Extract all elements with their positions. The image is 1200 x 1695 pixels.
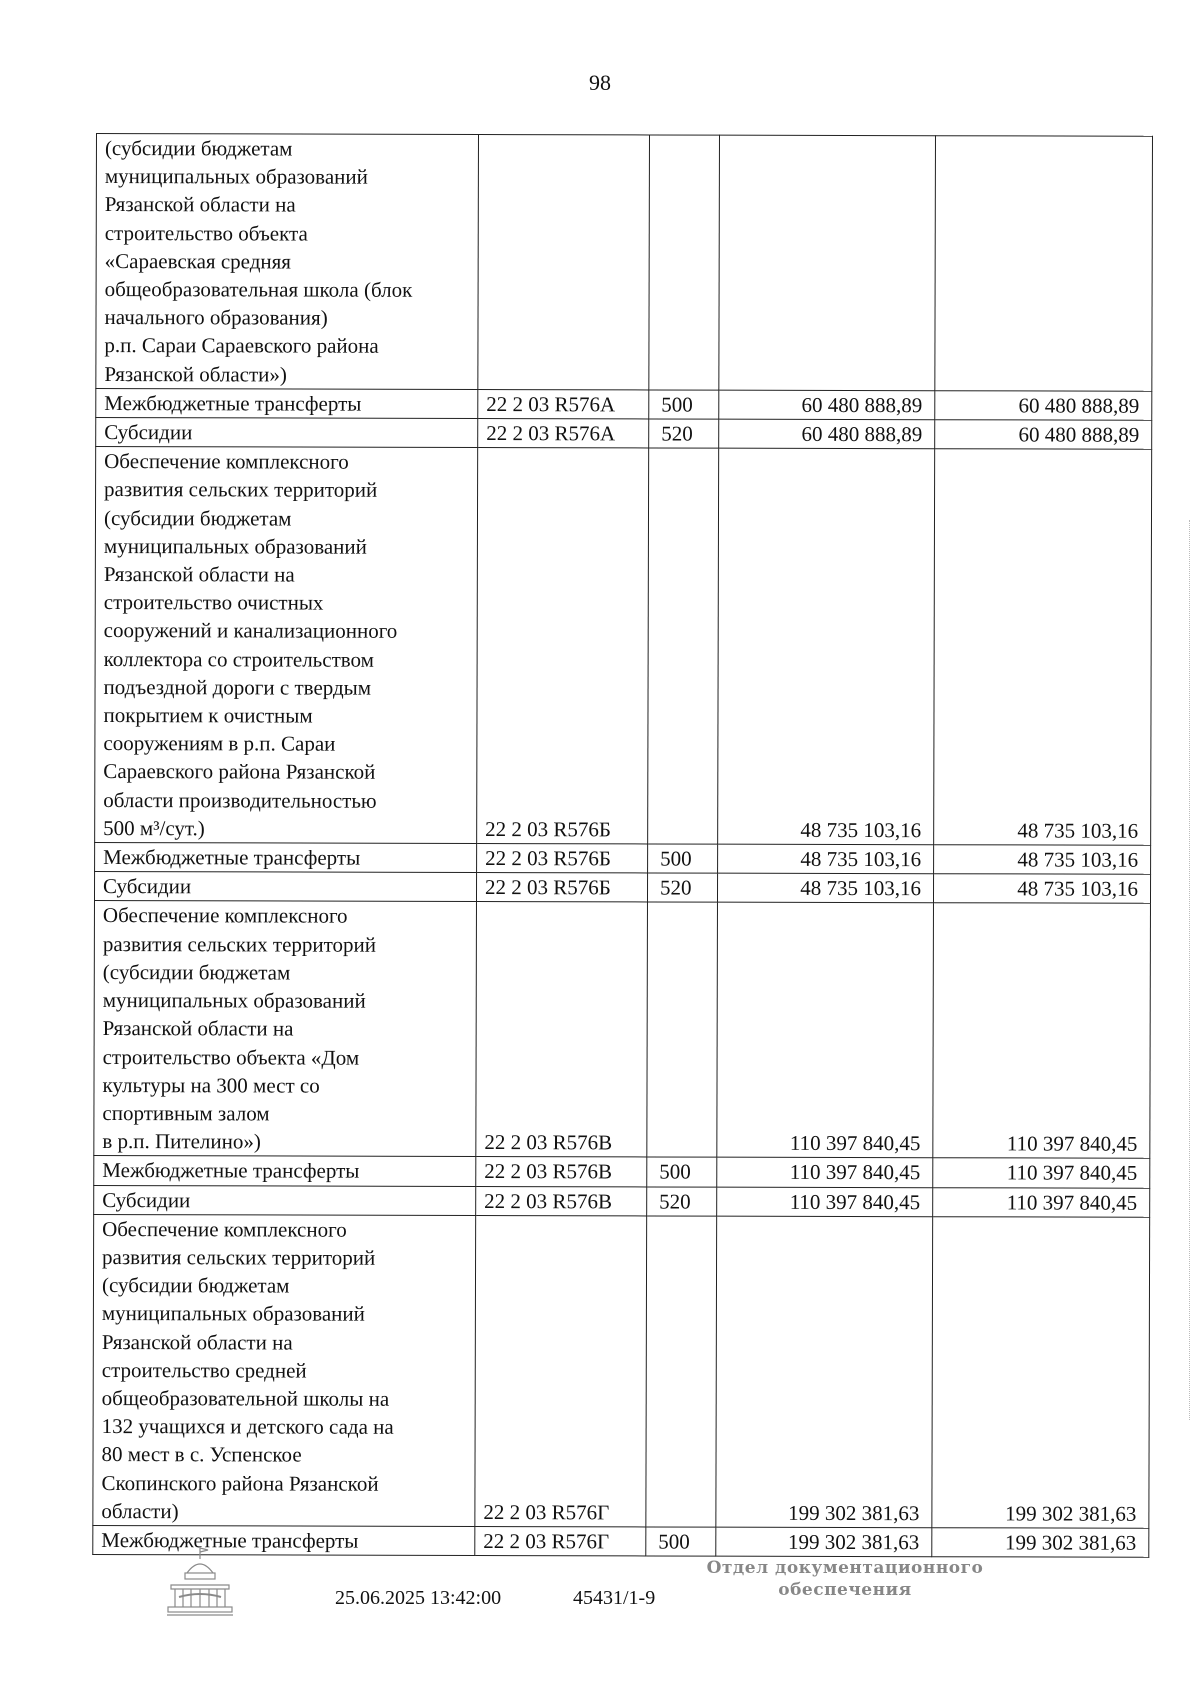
row-expense-type: 520 [647, 873, 717, 902]
table-row [96, 134, 1153, 392]
row-name: (субсидии бюджетам муниципальных образований Рязанской области на строительство объекта «Сараевская средняя общеобразовательная школа (блок начального образования) р.п. Сараи Сараевского района Рязанской области») [96, 134, 479, 390]
row-code: 22 2 03 R576Б [476, 873, 647, 903]
row-expense-type: 500 [648, 844, 718, 873]
page-number: 98 [589, 70, 611, 95]
row-name: Субсидии [94, 872, 476, 902]
row-sum-1: 48 735 103,16 [718, 448, 935, 844]
row-code: 22 2 03 R576В [476, 902, 648, 1157]
table-row [95, 843, 1151, 875]
row-sum-2: 110 397 840,45 [933, 1158, 1150, 1188]
row-code: 22 2 03 R576В [476, 1186, 647, 1216]
row-sum-1: 110 397 840,45 [717, 903, 934, 1158]
row-expense-type: 520 [649, 419, 719, 448]
row-code: 22 2 03 R576Г [475, 1526, 646, 1556]
table-row [96, 418, 1152, 450]
row-expense-type: 500 [646, 1527, 716, 1556]
table-row [96, 388, 1152, 420]
duma-building-logo-icon [165, 1545, 235, 1620]
row-code: 22 2 03 R576Г [475, 1215, 647, 1527]
row-expense-type: 520 [647, 1186, 717, 1215]
row-code [478, 135, 650, 390]
budget-table [92, 133, 1153, 1558]
table-row [94, 872, 1150, 904]
document-datetime: 25.06.2025 13:42:00 [335, 1587, 502, 1609]
table-row [93, 1214, 1150, 1528]
row-sum-2: 199 302 381,63 [932, 1528, 1149, 1558]
row-expense-type [648, 448, 719, 844]
row-sum-2: 60 480 888,89 [935, 420, 1152, 450]
row-name: Межбюджетные трансферты [94, 1156, 476, 1186]
row-name: Обеспечение комплексного развития сельских территорий (субсидии бюджетам муниципальных образований Рязанской области на строительство объекта «Дом культуры на 300 мест со спортивным залом в р.п. Пителино») [94, 901, 477, 1157]
row-sum-1: 199 302 381,63 [716, 1527, 932, 1557]
row-name: Обеспечение комплексного развития сельских территорий (субсидии бюджетам муниципальных образований Рязанской области на строительство очистных сооружений и канализационного коллектора со строительством подъездной дороги с твердым покрытием к очистным сооружениям в р.п. Сараи Сараевского района Рязанской области производительностью 500 м³/сут.) [95, 447, 478, 844]
row-code: 22 2 03 R576Б [477, 844, 648, 874]
row-name: Межбюджетные трансферты [96, 388, 478, 418]
row-code: 22 2 03 R576А [478, 419, 649, 449]
row-name: Обеспечение комплексного развития сельских территорий (субсидии бюджетам муниципальных образований Рязанской области на строительство средней общеобразовательной школы на 132 учащихся и детского сада на 80 мест в с. Успенское Скопинского района Рязанской области) [93, 1214, 476, 1526]
table-row [94, 1185, 1150, 1217]
row-sum-1: 48 735 103,16 [717, 873, 933, 903]
row-sum-2: 60 480 888,89 [935, 391, 1152, 421]
row-code: 22 2 03 R576В [476, 1157, 647, 1187]
row-code: 22 2 03 R576Б [477, 448, 649, 844]
row-name: Субсидии [96, 418, 478, 448]
row-sum-2: 48 735 103,16 [934, 449, 1152, 845]
stamp-line-2: обеспечения [778, 1580, 912, 1600]
row-sum-1: 110 397 840,45 [717, 1157, 933, 1187]
table-row [94, 1156, 1150, 1188]
row-sum-1: 48 735 103,16 [718, 844, 934, 874]
row-sum-2: 48 735 103,16 [934, 845, 1151, 875]
row-sum-2: 199 302 381,63 [932, 1216, 1150, 1528]
row-expense-type: 500 [649, 390, 719, 419]
row-expense-type [647, 902, 718, 1157]
row-sum-1 [719, 135, 936, 390]
row-sum-2: 110 397 840,45 [933, 1187, 1150, 1217]
row-sum-1: 199 302 381,63 [716, 1216, 933, 1528]
row-expense-type: 500 [647, 1157, 717, 1186]
row-expense-type [646, 1216, 717, 1527]
row-code: 22 2 03 R576А [478, 389, 649, 419]
stamp-line-1: Отдел документационного [706, 1558, 984, 1578]
table-row [94, 901, 1151, 1159]
row-sum-1: 60 480 888,89 [719, 419, 935, 449]
row-sum-2: 48 735 103,16 [933, 874, 1150, 904]
row-sum-1: 60 480 888,89 [719, 390, 935, 420]
department-stamp [690, 1557, 1000, 1601]
row-name: Субсидии [94, 1185, 476, 1215]
registration-number: 45431/1-9 [573, 1587, 656, 1609]
row-name: Межбюджетные трансферты [93, 1525, 475, 1555]
row-expense-type [649, 135, 720, 390]
table-row [93, 1525, 1149, 1557]
row-sum-1: 110 397 840,45 [717, 1187, 933, 1217]
row-sum-2 [935, 136, 1153, 391]
row-name: Межбюджетные трансферты [95, 843, 477, 873]
scan-margin-marks [1189, 520, 1194, 1420]
table-row [95, 447, 1152, 846]
row-sum-2: 110 397 840,45 [933, 903, 1151, 1158]
